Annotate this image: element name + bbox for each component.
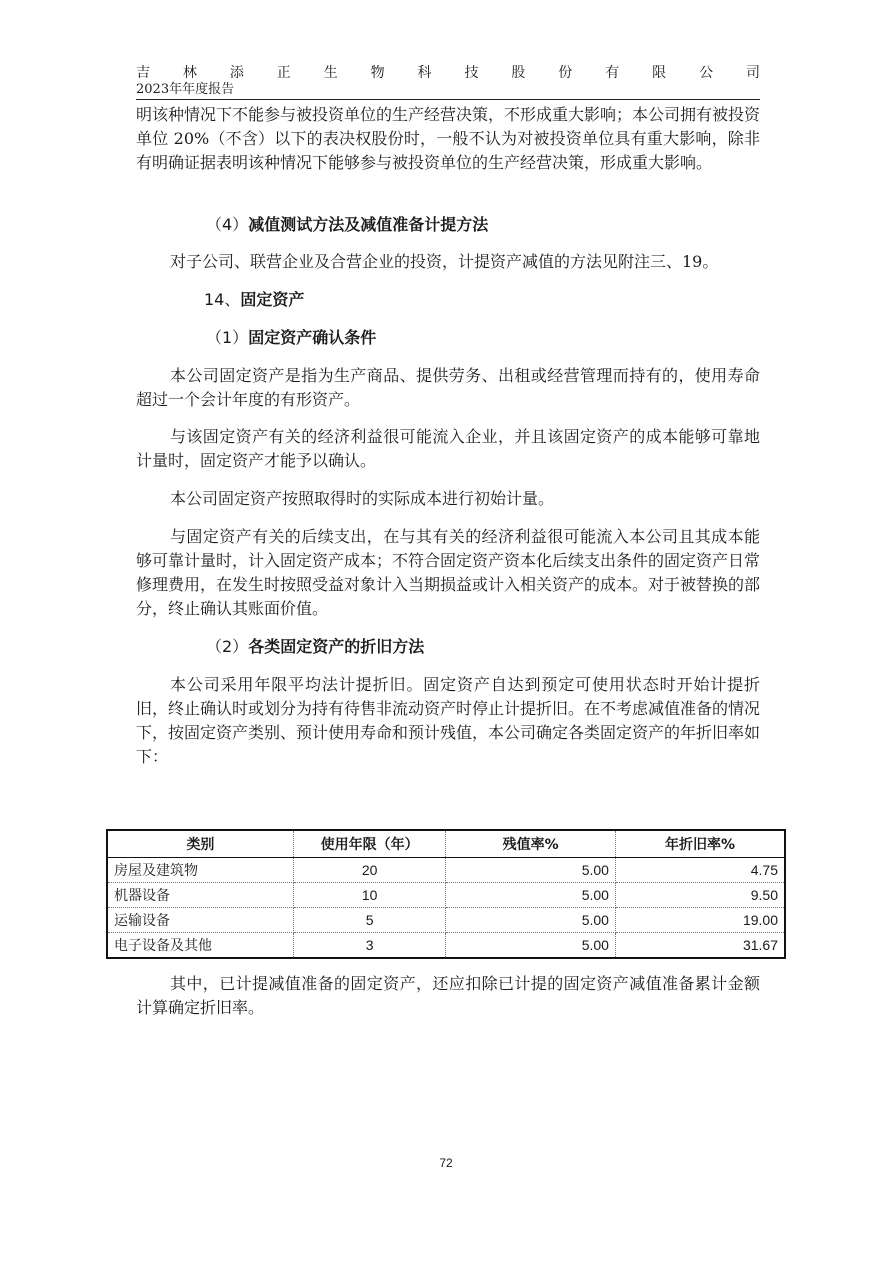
table-cell: 5.00 [446,883,616,908]
heading-fixed-assets: 14、固定资产 [204,290,305,309]
company-char: 物 [370,65,385,81]
heading-impairment: （4）减值测试方法及减值准备计提方法 [206,215,489,234]
table-cell: 9.50 [615,883,785,908]
company-char: 有 [605,65,620,81]
header-divider [136,99,760,100]
table-cell: 5.00 [446,933,616,959]
column-header-residual-rate: 残值率% [446,830,616,858]
table-cell: 房屋及建筑物 [107,858,293,883]
table-cell: 20 [293,858,446,883]
table-row [107,858,785,883]
paragraph-subsequent-expenditure: 与固定资产有关的后续支出，在与其有关的经济利益很可能流入本公司且其成本能够可靠计量时，计入固定资产成本；不符合固定资产资本化后续支出条件的固定资产日常修理费用，在发生时按照受益对象计入当期损益或计入相关资产的成本。对于被替换的部分，终止确认其账面价值。 [136,527,761,618]
company-char: 股 [511,65,526,81]
column-header-category: 类别 [107,830,293,858]
paragraph-depreciation-method: 本公司采用年限平均法计提折旧。固定资产自达到预定可使用状态时开始计提折旧，终止确认时或划分为持有待售非流动资产时停止计提折旧。在不考虑减值准备的情况下，按固定资产类别、预计使用寿命和预计残值，本公司确定各类固定资产的年折旧率如下： [136,675,761,766]
company-char: 科 [417,65,432,81]
page-header [136,62,760,98]
page-number: 72 [439,1156,453,1170]
company-char: 公 [699,65,714,81]
company-char: 份 [558,65,573,81]
paragraph-impairment-method: 对子公司、联营企业及合营企业的投资，计提资产减值的方法见附注三、19。 [170,252,719,271]
paragraph-definition: 本公司固定资产是指为生产商品、提供劳务、出租或经营管理而持有的，使用寿命超过一个会计年度的有形资产。 [136,366,760,409]
company-char: 正 [276,65,291,81]
paragraph-significant-influence: 明该种情况下不能参与被投资单位的生产经营决策，不形成重大影响；本公司拥有被投资单位 20%（不含）以下的表决权股份时，一般不认为对被投资单位具有重大影响，除非有明确证据表明该种情况下能够参与被投资单位的生产经营决策，形成重大影响。 [136,105,761,172]
main-content [136,103,760,769]
table-cell: 5.00 [446,858,616,883]
table-row [107,883,785,908]
table-cell: 31.67 [742,937,778,953]
table-cell: 电子设备及其他 [107,933,293,959]
table-cell: 运输设备 [107,908,293,933]
company-char: 添 [229,65,244,81]
paragraph-initial-measurement: 本公司固定资产按照取得时的实际成本进行初始计量。 [170,489,555,508]
report-title: 2023年年度报告 [136,82,235,97]
table-cell: 3 [293,933,446,959]
table-cell: 10 [293,883,446,908]
company-char: 司 [745,65,760,81]
company-name [136,62,760,82]
table-row [107,933,785,959]
heading-recognition: （1）固定资产确认条件 [206,328,377,347]
company-char: 吉 [136,65,150,81]
heading-depreciation: （2）各类固定资产的折旧方法 [206,637,425,656]
table-cell: 5.00 [446,908,616,933]
paragraph-recognition: 与该固定资产有关的经济利益很可能流入企业，并且该固定资产的成本能够可靠地计量时，固定资产才能予以确认。 [136,427,760,470]
depreciation-table [106,829,786,959]
table-cell: 4.75 [615,858,785,883]
table-cell: 5 [293,908,446,933]
company-char: 林 [182,65,197,81]
company-char: 限 [652,65,667,81]
table-row [107,908,785,933]
company-char: 技 [464,65,479,81]
table-header-row [107,830,785,858]
column-header-useful-life: 使用年限（年） [293,830,446,858]
column-header-annual-rate: 年折旧率% [615,830,785,858]
post-table-content [136,972,760,1020]
table-cell: 机器设备 [107,883,293,908]
table-cell: 19.00 [615,908,785,933]
company-char: 生 [323,65,338,81]
paragraph-impairment-adjustment: 其中，已计提减值准备的固定资产，还应扣除已计提的固定资产减值准备累计金额计算确定折旧率。 [136,974,760,1017]
